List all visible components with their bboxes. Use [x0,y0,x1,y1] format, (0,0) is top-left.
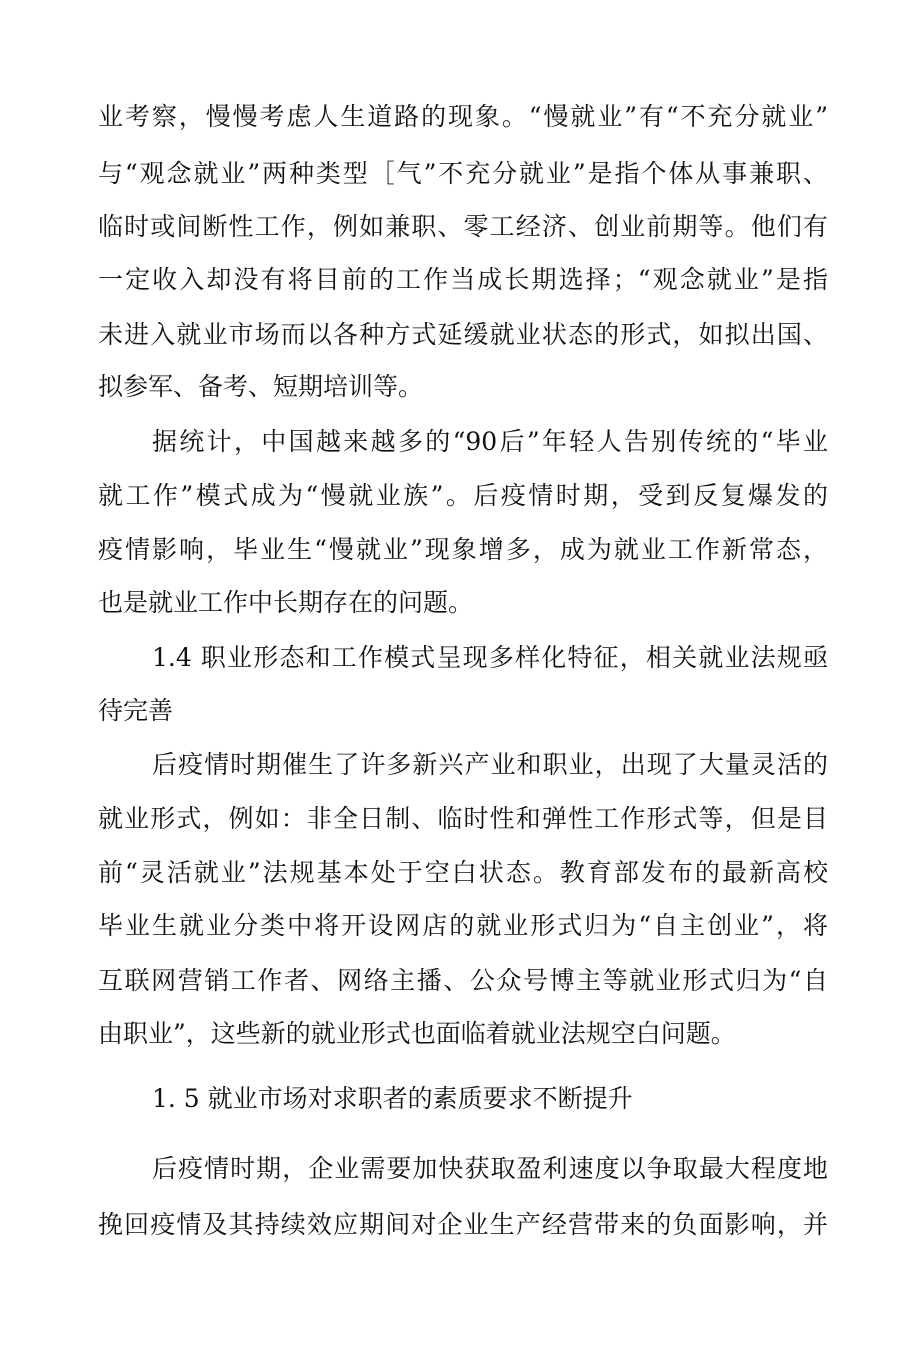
text-line: 后疫情时期催生了许多新兴产业和职业，出现了大量灵活的 [152,750,828,779]
text-line: 挽回疫情及其持续效应期间对企业生产经营带来的负面影响，并 [98,1210,828,1239]
text-line: 由职业”，这些新的就业形式也面临着就业法规空白问题。 [98,1019,736,1048]
text-line: 临时或间断性工作，例如兼职、零工经济、创业前期等。他们有 [98,212,828,241]
section-heading-1-5: 1. 5 就业市场对求职者的素质要求不断提升 [152,1084,633,1113]
text-line: 业考察，慢慢考虑人生道路的现象。“慢就业”有“不充分就业” [98,102,828,131]
text-line: 据统计，中国越来越多的“90后”年轻人告别传统的“毕业 [152,427,828,456]
text-line: 与“观念就业”两种类型［气”不充分就业”是指个体从事兼职、 [98,159,828,188]
heading-line: 待完善 [98,696,174,725]
text-line: 互联网营销工作者、网络主播、公众号博主等就业形式归为“自 [98,966,828,995]
text-line: 未进入就业市场而以各种方式延缓就业状态的形式，如拟出国、 [98,320,828,349]
text-line: 一定收入却没有将目前的工作当成长期选择；“观念就业”是指 [98,265,828,294]
text-line: 毕业生就业分类中将开设网店的就业形式归为“自主创业”，将 [98,911,828,940]
text-line: 前“灵活就业”法规基本处于空白状态。教育部发布的最新高校 [98,858,828,887]
text-line: 也是就业工作中长期存在的问题。 [98,588,474,617]
heading-line: 1.4 职业形态和工作模式呈现多样化特征，相关就业法规亟 [152,643,828,672]
text-line: 拟参军、备考、短期培训等。 [98,372,424,401]
text-line: 就业形式，例如：非全日制、临时性和弹性工作形式等，但是目 [98,804,828,833]
text-line: 疫情影响，毕业生“慢就业”现象增多，成为就业工作新常态， [98,535,828,564]
text-line: 后疫情时期，企业需要加快获取盈利速度以争取最大程度地 [152,1154,828,1183]
text-line: 就工作”模式成为“慢就业族”。后疫情时期，受到反复爆发的 [98,481,828,510]
